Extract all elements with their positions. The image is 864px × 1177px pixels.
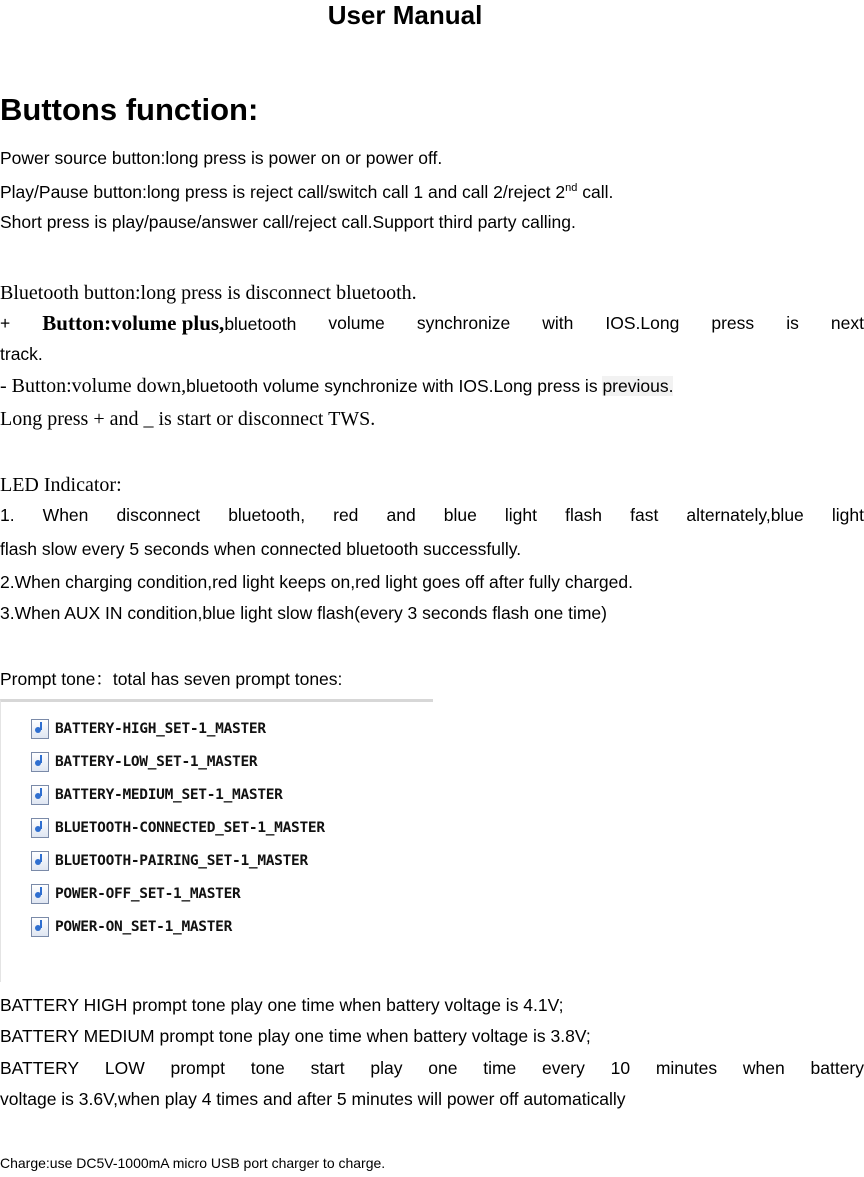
- bluetooth-button-text: Bluetooth button:long press is disconnect bluetooth.: [0, 282, 417, 304]
- led-item-3: 3.When AUX IN condition,blue light slow flash(every 3 seconds flash one time): [0, 603, 607, 623]
- file-name: BLUETOOTH-CONNECTED_SET-1_MASTER: [55, 820, 325, 836]
- audio-file-icon: [31, 719, 49, 739]
- battery-low-word: every: [542, 1058, 585, 1078]
- led-item-2: 2.When charging condition,red light keeps on,red light goes off after fully charged.: [0, 572, 633, 592]
- volume-plus-label-group: [42, 311, 296, 336]
- audio-file-icon: [31, 851, 49, 871]
- file-name: POWER-ON_SET-1_MASTER: [55, 919, 233, 935]
- battery-low-word: LOW: [104, 1058, 145, 1078]
- prompt-tone-file[interactable]: [31, 883, 240, 905]
- led-item-1-word: alternately,blue: [686, 505, 804, 525]
- plus-text-word: synchronize: [416, 313, 511, 333]
- battery-low-word: battery: [810, 1058, 864, 1078]
- file-name: POWER-OFF_SET-1_MASTER: [55, 886, 241, 902]
- section-heading-buttons: Buttons function:: [0, 92, 259, 127]
- audio-file-icon: [31, 785, 49, 805]
- volume-plus-text: [0, 311, 864, 336]
- battery-low-word: 10: [610, 1058, 631, 1078]
- power-button-text: Power source button:long press is power on or power off.: [0, 148, 443, 168]
- led-heading: LED Indicator:: [0, 474, 122, 496]
- audio-file-icon: [31, 884, 49, 904]
- led-item-1-word: 1.: [0, 505, 15, 525]
- prompt-tone-heading: Prompt tone：total has seven prompt tones:: [0, 669, 343, 689]
- led-item-1-word: When: [42, 505, 89, 525]
- prompt-tone-file[interactable]: [31, 784, 283, 806]
- short-press-text: Short press is play/pause/answer call/reject call.Support third party calling.: [0, 212, 576, 232]
- charge-text: Charge:use DC5V-1000mA micro USB port charger to charge.: [0, 1155, 386, 1171]
- plus-text-word: is: [786, 313, 799, 333]
- audio-file-icon: [31, 818, 49, 838]
- plus-text-word: bluetooth: [224, 314, 297, 334]
- led-item-1-word: light: [504, 505, 538, 525]
- battery-low-word: tone: [250, 1058, 285, 1078]
- file-name: BATTERY-MEDIUM_SET-1_MASTER: [55, 787, 283, 803]
- volume-down-text: - Button:volume down,bluetooth volume synchronize with IOS.Long press is previous.: [0, 375, 674, 397]
- led-item-1: [0, 503, 864, 527]
- plus-text-word: press: [711, 313, 755, 333]
- prompt-tone-file[interactable]: [31, 916, 232, 938]
- led-item-1-word: blue: [443, 505, 477, 525]
- led-item-1-word: light: [831, 505, 864, 525]
- audio-file-icon: [31, 917, 49, 937]
- volume-plus-text-cont: track.: [0, 344, 43, 364]
- battery-low-word: time: [483, 1058, 517, 1078]
- file-name: BATTERY-LOW_SET-1_MASTER: [55, 754, 258, 770]
- battery-low-word: when: [742, 1058, 785, 1078]
- audio-file-icon: [31, 752, 49, 772]
- prompt-tone-file-list: [0, 699, 433, 982]
- led-item-1-word: and: [386, 505, 416, 525]
- battery-low-word: play: [370, 1058, 403, 1078]
- prompt-tone-file[interactable]: [31, 850, 308, 872]
- battery-medium-text: BATTERY MEDIUM prompt tone play one time when battery voltage is 3.8V;: [0, 1026, 591, 1046]
- play-pause-button-text: Play/Pause button:long press is reject call/switch call 1 and call 2/reject 2nd call.: [0, 182, 614, 202]
- plus-sign: +: [0, 313, 11, 333]
- battery-low-word: start: [310, 1058, 345, 1078]
- battery-low-text: [0, 1056, 864, 1080]
- battery-low-text-cont: voltage is 3.6V,when play 4 times and after 5 minutes will power off automatically: [0, 1089, 626, 1109]
- led-item-1-cont: flash slow every 5 seconds when connected bluetooth successfully.: [0, 539, 522, 559]
- battery-low-word: BATTERY: [0, 1058, 80, 1078]
- battery-low-word: prompt: [170, 1058, 225, 1078]
- file-name: BATTERY-HIGH_SET-1_MASTER: [55, 721, 266, 737]
- led-item-1-word: fast: [630, 505, 659, 525]
- led-item-1-word: bluetooth,: [228, 505, 306, 525]
- led-item-1-word: red: [333, 505, 359, 525]
- file-name: BLUETOOTH-PAIRING_SET-1_MASTER: [55, 853, 308, 869]
- prompt-tone-file[interactable]: [31, 751, 257, 773]
- plus-text-word: volume: [328, 313, 385, 333]
- battery-low-word: one: [428, 1058, 458, 1078]
- tws-text: Long press + and _ is start or disconnect TWS.: [0, 408, 376, 430]
- battery-low-word: minutes: [655, 1058, 718, 1078]
- prompt-tone-file[interactable]: [31, 817, 325, 839]
- plus-text-word: IOS.Long: [605, 313, 680, 333]
- plus-text-word: next: [830, 313, 864, 333]
- plus-text-word: with: [542, 313, 574, 333]
- led-item-1-word: disconnect: [116, 505, 201, 525]
- led-item-1-word: flash: [565, 505, 603, 525]
- battery-high-text: BATTERY HIGH prompt tone play one time when battery voltage is 4.1V;: [0, 995, 564, 1015]
- prompt-tone-file[interactable]: [31, 718, 266, 740]
- volume-plus-label: Button:volume plus,: [42, 311, 225, 335]
- page-title: User Manual: [327, 0, 483, 30]
